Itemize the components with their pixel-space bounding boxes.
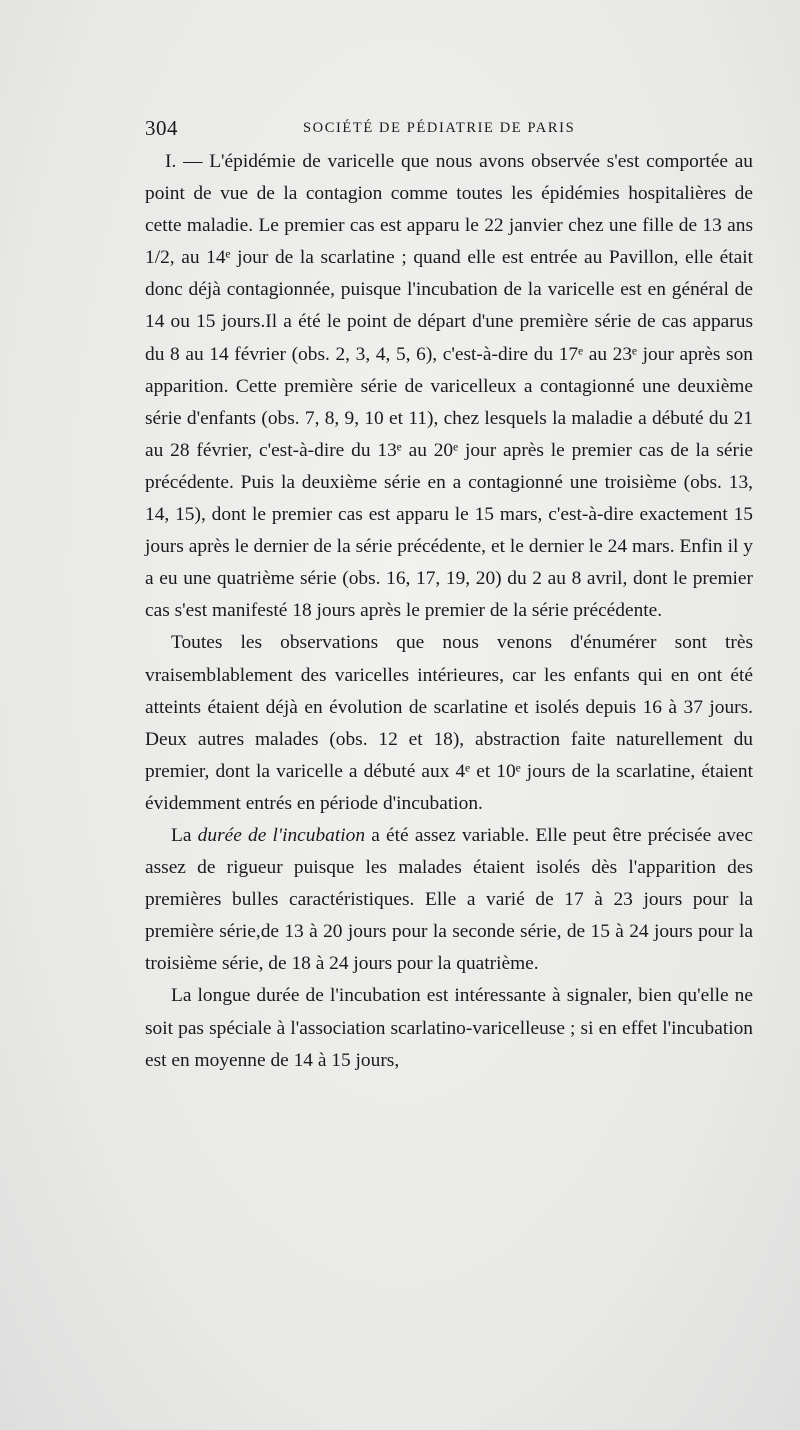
paragraph-3-rest: a été assez variable. Elle peut être précisée avec assez de rigueur puisque les malades étaient isolés dès l'apparition des premières bulles caractéristiques. Elle a varié de 17 à 23 jours pour la première série,de 13 à 20 jours pour la seconde série, de 15 à 24 jours pour la troisième série, de 18 à 24 jours pour la quatrième. <box>145 824 753 975</box>
paragraph-2: Toutes les observations que nous venons d'énumérer sont très vraisemblablement des varicelles intérieures, car les enfants qui en ont été atteints étaient déjà en évolution de scarlatine et isolés depuis 16 à 37 jours. Deux autres malades (obs. 12 et 18), abstraction faite naturellement du premier, dont la varicelle a débuté aux 4ᵉ et 10ᵉ jours de la scarlatine, étaient évidemment entrés en période d'incubation. <box>145 632 753 814</box>
paragraph-1: I. — L'épidémie de varicelle que nous avons observée s'est comportée au point de vue de la contagion comme toutes les épidémies hospitalières de cette maladie. Le premier cas est apparu le 22 janvier chez une fille de 13 ans 1/2, au 14ᵉ jour de la scarlatine ; quand elle est entrée au Pavillon, elle était donc déjà contagionnée, puisque l'incubation de la varicelle est en général de 14 ou 15 jours.Il a été le point de départ d'une première série de cas apparus du 8 au 14 février (obs. 2, 3, 4, 5, 6), c'est-à-dire du 17ᵉ au 23ᵉ jour après son apparition. Cette première série de varicelleux a contagionné une deuxième série d'enfants (obs. 7, 8, 9, 10 et 11), chez lesquels la maladie a débuté du 21 au 28 février, c'est-à-dire du 13ᵉ au 20ᵉ jour après le premier cas de la série précédente. Puis la deuxième série en a contagionné une troisième (obs. 13, 14, 15), dont le premier cas est apparu le 15 mars, c'est-à-dire exactement 15 jours après le dernier de la série précédente, et le dernier le 24 mars. Enfin il y a eu une quatrième série (obs. 16, 17, 19, 20) du 2 au 8 avril, dont le premier cas s'est manifesté 18 jours après le premier de la série précédente. <box>145 151 753 622</box>
paragraph-3 <box>145 820 753 980</box>
paragraph-4: La longue durée de l'incubation est intéressante à signaler, bien qu'elle ne soit pas spéciale à l'association scarlatino-varicelleuse ; si en effet l'incubation est en moyenne de 14 à 15 jours, <box>145 985 753 1071</box>
body-text <box>145 146 753 1077</box>
paragraph-3-lead: La <box>171 824 198 846</box>
paragraph-3-italic-term: durée de l'incubation <box>197 824 366 846</box>
page-number: 304 <box>145 116 178 140</box>
running-head: SOCIÉTÉ DE PÉDIATRIE DE PARIS <box>303 120 576 136</box>
page-header <box>145 116 755 146</box>
